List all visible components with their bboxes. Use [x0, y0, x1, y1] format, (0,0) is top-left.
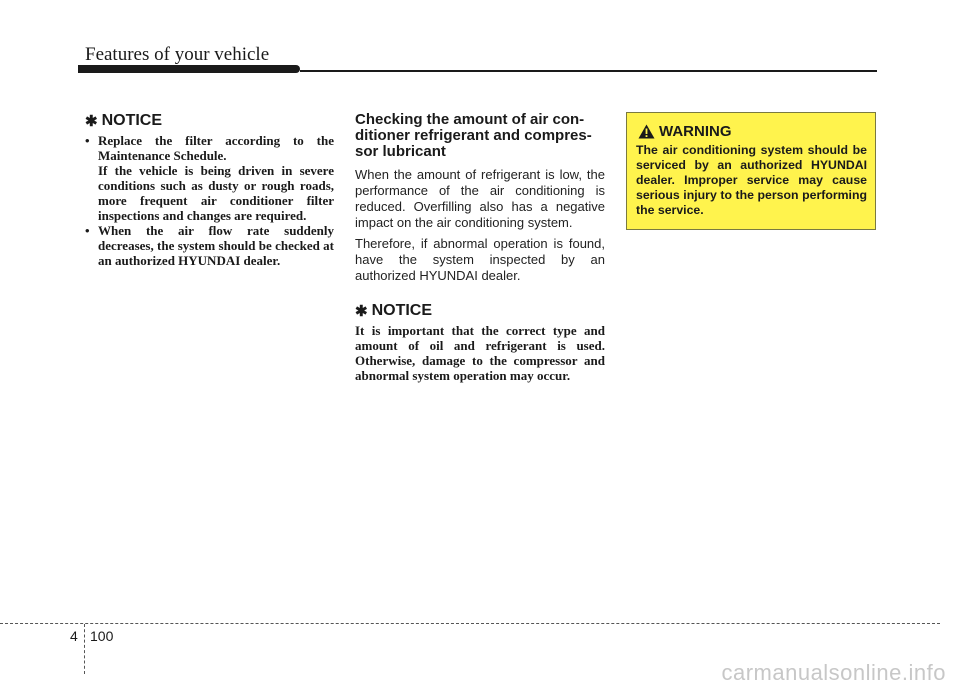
notice-column — [85, 112, 334, 268]
footer-divider — [0, 623, 940, 624]
warning-title-label: WARNING — [659, 123, 732, 140]
list-item — [85, 133, 334, 223]
list-item — [85, 223, 334, 268]
header-rule-thin — [300, 70, 877, 72]
section-heading-line: sor lubricant — [355, 143, 446, 160]
warning-title — [638, 123, 867, 140]
star-icon: ✱ — [85, 113, 98, 130]
body-paragraph: When the amount of refrigerant is low, the performance of the air conditioning is reduced. Overfilling also has a negative impact on the air conditioning system. — [355, 167, 605, 230]
warning-text: The air conditioning system should be serviced by an authorized HYUNDAI dealer. Improper service may cause serious injury to the person performing the service. — [636, 143, 867, 217]
notice-text: It is important that the correct type and amount of oil and refrigerant is used. Otherwise, damage to the compressor and abnormal system operation may occur. — [355, 323, 605, 383]
page-number: 100 — [90, 628, 114, 644]
section-column — [355, 112, 605, 383]
page-header-title: Features of your vehicle — [85, 44, 270, 65]
warning-triangle-icon — [638, 124, 655, 139]
bullet: • — [85, 223, 90, 238]
section-heading-line: ditioner refrigerant and compres- — [355, 127, 592, 144]
section-heading — [355, 112, 605, 160]
notice-heading — [355, 302, 605, 320]
watermark: carmanualsonline.info — [721, 660, 946, 685]
notice-heading-label: NOTICE — [371, 302, 433, 319]
list-item-text: When the air flow rate suddenly decreases, the system should be checked at an authorized HYUNDAI dealer. — [98, 223, 334, 268]
warning-box — [626, 112, 876, 230]
body-paragraph: Therefore, if abnormal operation is found, have the system inspected by an authorized HYUNDAI dealer. — [355, 236, 605, 283]
chapter-number: 4 — [70, 628, 78, 644]
star-icon: ✱ — [355, 303, 368, 320]
section-heading-line: Checking the amount of air con- — [355, 111, 585, 128]
list-item-text-continued: If the vehicle is being driven in severe conditions such as dusty or rough roads, more frequent air conditioner filter inspections and changes are required. — [98, 163, 334, 223]
header-rule-thick — [78, 65, 300, 73]
list-item-text: Replace the filter according to the Maintenance Schedule. — [98, 133, 334, 163]
bullet: • — [85, 133, 90, 148]
notice-heading-label: NOTICE — [101, 112, 163, 129]
notice-heading — [85, 112, 334, 130]
notice-block — [355, 302, 605, 383]
notice-list — [85, 133, 334, 268]
footer-vertical-divider — [84, 624, 85, 674]
